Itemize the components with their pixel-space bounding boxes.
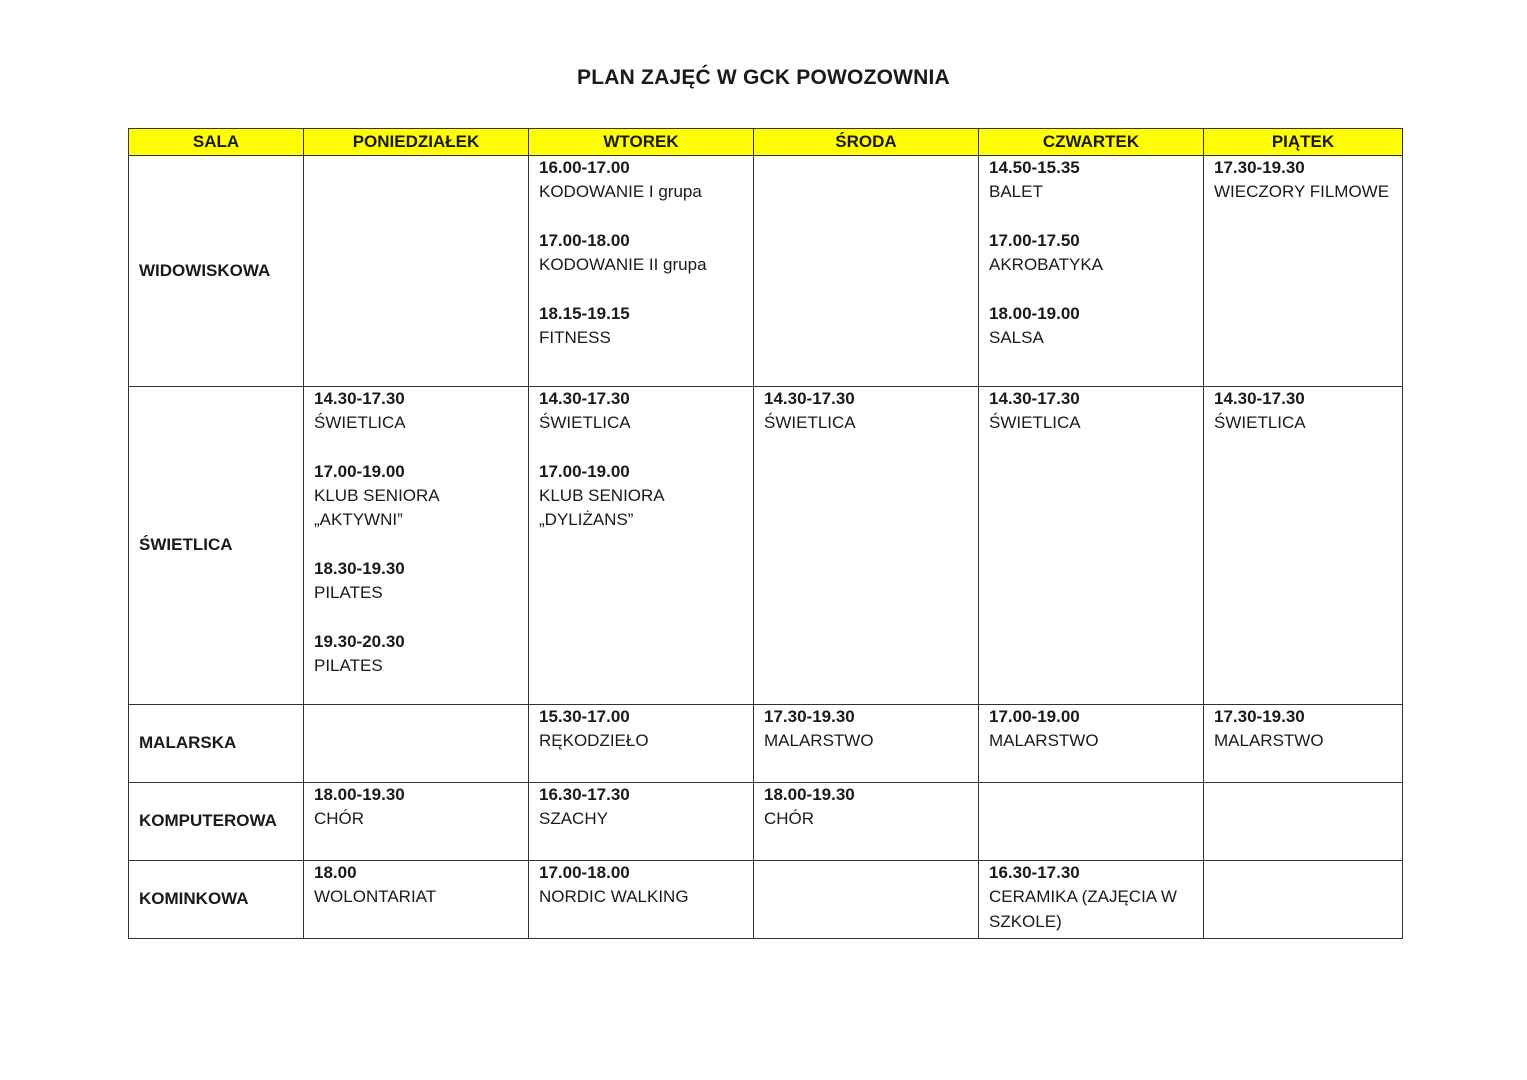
cell-piatek (1204, 156, 1403, 387)
entry-activity: ŚWIETLICA (764, 413, 856, 433)
header-sala: SALA (129, 129, 304, 156)
entry-time: 14.30-17.30 (764, 389, 855, 408)
cell-piatek (1204, 705, 1403, 783)
schedule-entry (989, 229, 1193, 278)
entry-activity: FITNESS (539, 328, 611, 348)
cell-wtorek (529, 783, 754, 861)
schedule-entry (314, 630, 518, 679)
entry-activity: ŚWIETLICA (314, 413, 406, 433)
schedule-entry (539, 861, 743, 910)
schedule-entry (1214, 705, 1392, 754)
entry-time: 17.00-17.50 (989, 230, 1080, 250)
entry-activity: MALARSTWO (1214, 731, 1324, 751)
header-poniedzialek: PONIEDZIAŁEK (304, 129, 529, 156)
schedule-entry (764, 705, 968, 754)
cell-wtorek (529, 387, 754, 705)
cell-czwartek (979, 861, 1204, 939)
cell-sroda (754, 783, 979, 861)
entry-activity: ŚWIETLICA (989, 413, 1081, 433)
entry-time: 17.00-19.00 (989, 707, 1080, 726)
entry-time: 18.30-19.30 (314, 559, 405, 579)
schedule-entry (989, 302, 1193, 351)
entry-activity: KLUB SENIORA (314, 486, 440, 506)
entry-time: 19.30-20.30 (314, 631, 405, 651)
cell-poniedzialek (304, 861, 529, 939)
entry-activity: ŚWIETLICA (539, 413, 631, 433)
entry-activity: KODOWANIE I grupa (539, 182, 702, 202)
schedule-entry (539, 229, 743, 278)
entry-time: 16.30-17.30 (989, 863, 1080, 882)
entry-activity: SZACHY (539, 809, 608, 829)
cell-sroda (754, 861, 979, 939)
schedule-entry (314, 861, 518, 910)
schedule-entry (989, 156, 1193, 205)
cell-wtorek (529, 861, 754, 939)
entry-time: 17.00-18.00 (539, 863, 630, 882)
entry-time: 17.00-19.00 (539, 461, 630, 481)
entry-time: 14.30-17.30 (314, 389, 405, 408)
cell-piatek (1204, 783, 1403, 861)
entry-time: 16.30-17.30 (539, 785, 630, 804)
schedule-entry (764, 783, 968, 832)
cell-czwartek (979, 387, 1204, 705)
entry-time: 14.50-15.35 (989, 158, 1080, 177)
cell-sroda (754, 156, 979, 387)
entry-activity: PILATES (314, 583, 383, 603)
entry-activity: KODOWANIE II grupa (539, 255, 707, 275)
schedule-entry (539, 156, 743, 205)
cell-wtorek (529, 156, 754, 387)
entry-time: 18.15-19.15 (539, 303, 630, 323)
header-sroda: ŚRODA (754, 129, 979, 156)
room-name: KOMINKOWA (129, 861, 304, 939)
cell-sroda (754, 387, 979, 705)
entry-activity: „DYLIŻANS” (539, 510, 634, 530)
entry-activity: PILATES (314, 656, 383, 676)
entry-activity: WIECZORY FILMOWE (1214, 182, 1390, 202)
schedule-entry (539, 783, 743, 832)
schedule-entry (314, 783, 518, 832)
cell-poniedzialek (304, 156, 529, 387)
cell-piatek (1204, 387, 1403, 705)
header-czwartek: CZWARTEK (979, 129, 1204, 156)
entry-time: 18.00-19.30 (314, 785, 405, 804)
entry-time: 15.30-17.00 (539, 707, 630, 726)
header-row (129, 129, 1403, 156)
entry-activity: ŚWIETLICA (1214, 413, 1306, 433)
header-piatek: PIĄTEK (1204, 129, 1403, 156)
entry-activity: MALARSTWO (764, 731, 874, 751)
entry-time: 18.00-19.30 (764, 785, 855, 804)
schedule-table (128, 128, 1403, 939)
entry-activity: „AKTYWNI” (314, 510, 403, 530)
entry-activity: SZKOLE) (989, 911, 1062, 931)
entry-activity: BALET (989, 182, 1043, 202)
schedule-entry (1214, 156, 1392, 205)
entry-activity: SALSA (989, 328, 1044, 348)
room-name: KOMPUTEROWA (129, 783, 304, 861)
schedule-entry (1214, 387, 1392, 436)
entry-time: 17.30-19.30 (1214, 707, 1305, 726)
entry-activity: WOLONTARIAT (314, 887, 437, 907)
entry-time: 17.00-18.00 (539, 230, 630, 250)
table-row (129, 783, 1403, 861)
schedule-entry (539, 460, 743, 533)
schedule-entry (989, 861, 1193, 934)
schedule-entry (539, 302, 743, 351)
cell-piatek (1204, 861, 1403, 939)
table-row (129, 387, 1403, 705)
cell-wtorek (529, 705, 754, 783)
schedule-entry (764, 387, 968, 436)
room-name: WIDOWISKOWA (129, 156, 304, 387)
entry-time: 14.30-17.30 (1214, 389, 1305, 408)
cell-sroda (754, 705, 979, 783)
cell-poniedzialek (304, 783, 529, 861)
entry-activity: MALARSTWO (989, 731, 1099, 751)
cell-czwartek (979, 156, 1204, 387)
room-name: ŚWIETLICA (129, 387, 304, 705)
entry-time: 17.30-19.30 (764, 707, 855, 726)
schedule-entry (989, 705, 1193, 754)
entry-time: 17.30-19.30 (1214, 158, 1305, 177)
schedule-entry (314, 460, 518, 533)
entry-time: 14.30-17.30 (539, 389, 630, 408)
cell-poniedzialek (304, 387, 529, 705)
schedule-entry (539, 705, 743, 754)
table-row (129, 861, 1403, 939)
entry-activity: RĘKODZIEŁO (539, 731, 649, 751)
cell-czwartek (979, 705, 1204, 783)
table-row (129, 705, 1403, 783)
entry-activity: AKROBATYKA (989, 255, 1103, 275)
header-wtorek: WTOREK (529, 129, 754, 156)
schedule-entry (989, 387, 1193, 436)
entry-time: 18.00-19.00 (989, 303, 1080, 323)
room-name: MALARSKA (129, 705, 304, 783)
cell-czwartek (979, 783, 1204, 861)
cell-poniedzialek (304, 705, 529, 783)
entry-activity: CHÓR (764, 809, 815, 829)
entry-activity: NORDIC WALKING (539, 887, 689, 907)
entry-time: 18.00 (314, 863, 357, 882)
schedule-body (129, 156, 1403, 939)
entry-time: 17.00-19.00 (314, 461, 405, 481)
table-row (129, 156, 1403, 387)
entry-activity: KLUB SENIORA (539, 486, 665, 506)
entry-activity: CERAMIKA (ZAJĘCIA W (989, 887, 1177, 907)
page-title: PLAN ZAJĘĆ W GCK POWOZOWNIA (577, 66, 950, 89)
schedule-entry (314, 387, 518, 436)
schedule-entry (539, 387, 743, 436)
entry-time: 14.30-17.30 (989, 389, 1080, 408)
schedule-entry (314, 557, 518, 606)
entry-time: 16.00-17.00 (539, 158, 630, 177)
entry-activity: CHÓR (314, 809, 365, 829)
